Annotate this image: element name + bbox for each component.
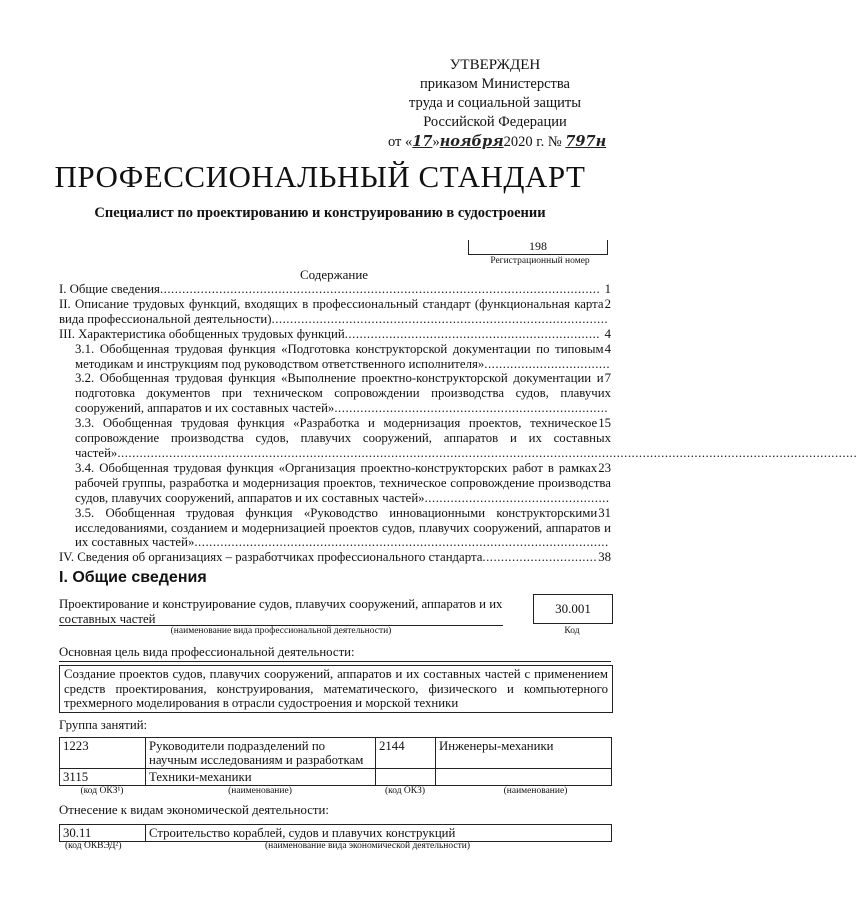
document-title: ПРОФЕССИОНАЛЬНЫЙ СТАНДАРТ <box>54 159 586 194</box>
okz-code-cell <box>376 769 436 786</box>
contents-heading: Содержание <box>299 267 369 282</box>
okved-code-cell: 30.11 <box>60 825 146 842</box>
toc-page-number: 23 <box>598 460 611 475</box>
toc-item-text: 3.3. Обобщенная трудовая функция «Разработка и модернизация проектов, техническое сопровождение производства судов, плавучих сооружений, аппаратов и их составных частей» <box>75 416 611 460</box>
toc-page-number: 31 <box>598 505 611 520</box>
okved-name-caption: (наименование вида экономической деятельности) <box>265 841 470 851</box>
toc-leader-dots: .................................. <box>484 356 611 371</box>
toc-item[interactable] <box>59 327 611 342</box>
okz-name-caption-2: (наименование) <box>503 786 568 796</box>
toc-item[interactable] <box>59 416 857 461</box>
registration-number-label: Регистрационный номер <box>490 256 590 266</box>
table-row <box>60 738 612 769</box>
toc-item-text: III. Характеристика обобщенных трудовых функций <box>59 326 345 341</box>
toc-leader-dots: ........................................................................................... <box>271 311 609 326</box>
toc-page-number: 38 <box>598 550 611 565</box>
order-number-handwritten: 797н <box>565 133 607 150</box>
okved-table <box>59 824 612 842</box>
okz-code-caption-2: (код ОКЗ) <box>384 786 426 796</box>
okz-code-cell: 1223 <box>60 738 146 769</box>
toc-item-text: II. Описание трудовых функций, входящих в профессиональный стандарт (функциональная карта вида профессиональной деятельности) <box>59 296 604 326</box>
toc-item[interactable] <box>59 342 611 372</box>
toc-page-number: 1 <box>604 282 611 296</box>
registration-number: 198 <box>529 239 547 253</box>
goal-text-box <box>59 665 613 713</box>
code-caption: Код <box>564 626 580 636</box>
toc-leader-dots: ....................................................................................................................... <box>159 282 601 296</box>
toc-item[interactable] <box>59 371 611 416</box>
toc-page-number: 4 <box>604 341 611 356</box>
toc-leader-dots: .................................................. <box>424 490 610 505</box>
activity-name: Проектирование и конструирование судов, плавучих сооружений, аппаратов и их составных частей <box>59 597 503 626</box>
toc-item[interactable] <box>59 550 611 565</box>
toc-page-number: 4 <box>604 326 611 341</box>
toc-item-text: 3.2. Обобщенная трудовая функция «Выполнение проектно-конструкторской документации и подготовка документов при техническом сопровождении производства судов, плавучих сооружений, аппаратов и их составных частей» <box>75 371 611 416</box>
approval-date-line <box>380 132 610 152</box>
toc-leader-dots: ..................................................................... <box>344 326 600 341</box>
okz-name-cell: Техники-механики <box>146 769 376 786</box>
activity-caption: (наименование вида профессиональной деятельности) <box>170 626 392 636</box>
toc-item-text: 3.1. Обобщенная трудовая функция «Подготовка конструкторской документации по типовым методикам и инструкциям под руководством ответственного исполнителя» <box>75 341 604 371</box>
occupations-heading: Группа занятий: <box>59 718 148 732</box>
toc-leader-dots: ........................................................................................................................................................................................................ <box>117 445 857 460</box>
goal-heading: Основная цель вида профессиональной деятельности: <box>59 645 611 662</box>
table-row <box>60 769 612 786</box>
registration-number-box <box>468 240 608 255</box>
approval-line-1: приказом Министерства <box>420 76 570 92</box>
toc-page-number: 2 <box>604 296 611 311</box>
okz-name-caption: (наименование) <box>228 786 292 796</box>
okz-code-cell: 3115 <box>60 769 146 786</box>
toc-item-text: 3.4. Обобщенная трудовая функция «Организация проектно-конструкторских работ в рамках рабочей группы, разработка и модернизация проектов, техническое сопровождение производства судов, плавучих сооружений, аппаратов и их составных частей» <box>75 460 611 505</box>
date-month-handwritten: ноября <box>439 133 504 150</box>
toc-item[interactable] <box>59 506 611 551</box>
okz-code-caption: (код ОКЗ¹) <box>80 786 124 796</box>
date-year: 2020 г. № <box>503 134 562 150</box>
approval-block <box>380 56 610 152</box>
okved-heading: Отнесение к видам экономической деятельности: <box>59 803 329 817</box>
toc-item[interactable] <box>59 282 611 297</box>
toc-item-text: 3.5. Обобщенная трудовая функция «Руководство инновационными конструкторскими исследованиями, созданием и модернизацией проектов судов, плавучих сооружений, аппаратов и их составных частей» <box>75 505 611 550</box>
occupations-table <box>59 737 612 786</box>
date-prefix: от « <box>388 134 413 150</box>
okz-code-cell: 2144 <box>376 738 436 769</box>
toc-leader-dots: ................................................................................................................ <box>194 535 609 550</box>
okz-name-cell <box>436 769 612 786</box>
toc-item-text: I. Общие сведения <box>59 282 160 296</box>
approval-line-3: Российской Федерации <box>423 114 567 130</box>
section-heading: I. Общие сведения <box>59 569 207 586</box>
goal-text: Создание проектов судов, плавучих сооружений, аппаратов и их составных частей с применением средств проектирования, конструирования, математического, физического и компьютерного трехмерного моделирования в отрасли судостроения и морской техники <box>64 667 608 710</box>
table-of-contents <box>59 282 857 565</box>
table-row <box>60 825 612 842</box>
date-day-handwritten: 17 <box>412 133 433 150</box>
toc-item[interactable] <box>59 461 611 506</box>
okved-name-cell: Строительство кораблей, судов и плавучих конструкций <box>146 825 612 842</box>
approval-title: УТВЕРЖДЕН <box>449 57 541 73</box>
toc-item-text: IV. Сведения об организациях – разработчиках профессионального стандарта <box>59 550 483 565</box>
toc-leader-dots: .......................................................................... <box>334 401 609 416</box>
standard-name: Специалист по проектированию и конструированию в судостроении <box>94 205 546 221</box>
okz-name-cell: Руководители подразделений по научным исследованиям и разработкам <box>146 738 376 769</box>
okz-name-cell: Инженеры-механики <box>436 738 612 769</box>
activity-code-box <box>533 594 613 624</box>
date-mid: » <box>432 134 440 150</box>
okved-code-caption: (код ОКВЭД²) <box>65 841 122 851</box>
toc-leader-dots: ............................... <box>482 550 598 565</box>
activity-code: 30.001 <box>555 601 591 616</box>
toc-item[interactable] <box>59 297 611 327</box>
toc-page-number: 7 <box>604 371 611 386</box>
approval-line-2: труда и социальной защиты <box>409 95 581 111</box>
toc-page-number: 15 <box>598 416 611 431</box>
